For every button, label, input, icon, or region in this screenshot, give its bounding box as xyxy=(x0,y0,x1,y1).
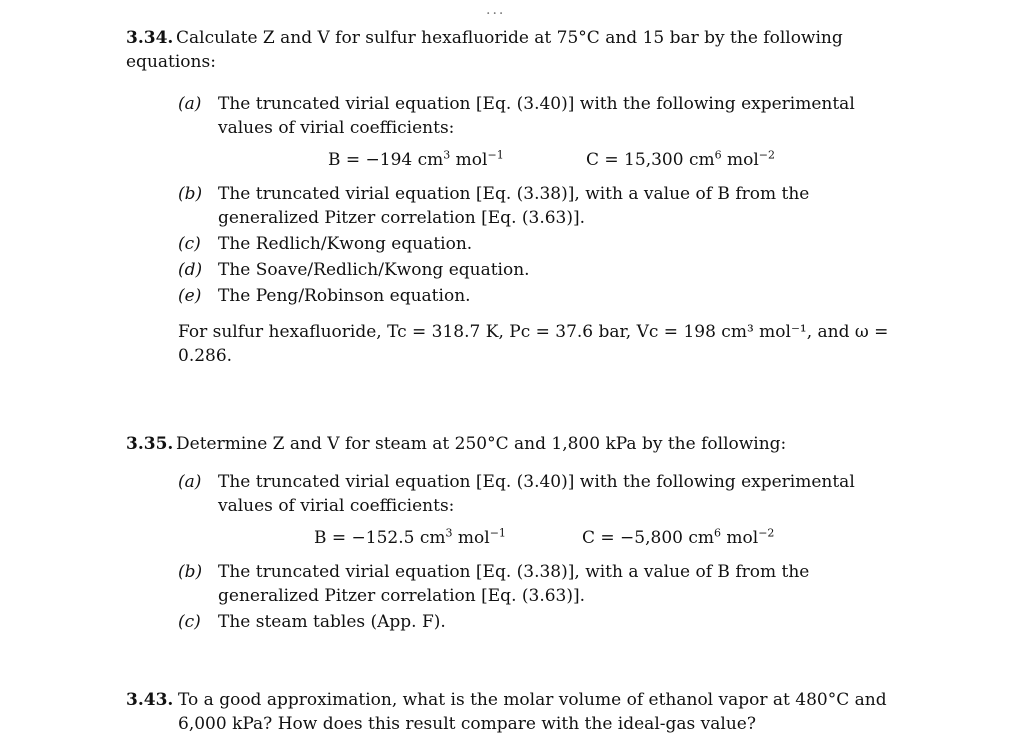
part-a xyxy=(178,92,906,140)
problem-intro: Calculate Z and V for sulfur hexafluoride at 75°C and 15 bar by the following equations: xyxy=(126,28,843,72)
problem-intro: Determine Z and V for steam at 250°C and 1,800 kPa by the following: xyxy=(176,434,787,454)
problem-text: To a good approximation, what is the molar volume of ethanol vapor at 480°C and 6,000 kPa? How does this result compare with the ideal-gas value? xyxy=(178,690,887,734)
problem-number: 3.43. xyxy=(126,690,174,710)
virial-coefficients xyxy=(178,526,906,552)
problem-3-34 xyxy=(126,26,906,368)
part-label: (c) xyxy=(178,234,201,254)
part-b xyxy=(178,560,906,608)
part-b xyxy=(178,182,906,230)
part-e xyxy=(178,284,906,308)
part-label: (b) xyxy=(178,562,203,582)
part-c xyxy=(178,232,906,256)
c-coefficient: C = 15,300 $cm^6$ mol$^{-2}$ xyxy=(586,148,776,170)
part-text: The truncated virial equation [Eq. (3.40)] with the following experimental values of virial coefficients: xyxy=(218,472,855,516)
part-label: (e) xyxy=(178,286,202,306)
problem-3-35 xyxy=(126,432,906,634)
b-coefficient: B = −152.5 $cm^3$ mol$^{-1}$ xyxy=(314,526,506,548)
part-text: The steam tables (App. F). xyxy=(218,612,446,632)
part-a xyxy=(178,470,906,518)
part-d xyxy=(178,258,906,282)
part-text: The Redlich/Kwong equation. xyxy=(218,234,473,254)
part-label: (d) xyxy=(178,260,203,280)
part-text: The truncated virial equation [Eq. (3.40)] with the following experimental values of virial coefficients: xyxy=(218,94,855,138)
part-text: The Peng/Robinson equation. xyxy=(218,286,471,306)
problem-number: 3.35. xyxy=(126,434,174,454)
part-label: (b) xyxy=(178,184,203,204)
critical-properties: For sulfur hexafluoride, Tc = 318.7 K, Pc = 37.6 bar, Vc = 198 cm³ mol⁻¹, and ω = 0.286. xyxy=(178,322,889,366)
part-text: The truncated virial equation [Eq. (3.38)], with a value of B from the generalized Pitzer correlation [Eq. (3.63)]. xyxy=(218,184,810,228)
virial-coefficients xyxy=(178,148,906,174)
problem-3-43 xyxy=(126,688,906,736)
part-label: (c) xyxy=(178,612,201,632)
part-text: The Soave/Redlich/Kwong equation. xyxy=(218,260,530,280)
b-coefficient: B = −194 $cm^3$ mol$^{-1}$ xyxy=(328,148,504,170)
problem-number: 3.34. xyxy=(126,28,174,48)
c-coefficient: C = −5,800 $cm^6$ mol$^{-2}$ xyxy=(582,526,775,548)
part-c xyxy=(178,610,906,634)
part-label: (a) xyxy=(178,94,202,114)
page-top-mark: ... xyxy=(486,2,506,18)
part-text: The truncated virial equation [Eq. (3.38)], with a value of B from the generalized Pitzer correlation [Eq. (3.63)]. xyxy=(218,562,810,606)
part-label: (a) xyxy=(178,472,202,492)
